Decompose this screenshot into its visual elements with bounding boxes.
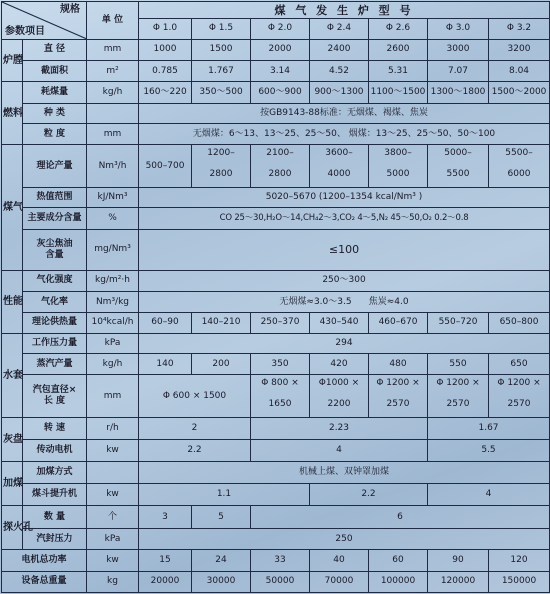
models-title: 煤 气 发 生 炉 型 号 <box>139 2 550 19</box>
row-label-line2: 含量 <box>45 249 64 260</box>
merged-cell: 2.23 <box>251 418 428 440</box>
cell: 550 <box>428 353 489 374</box>
merged-cell: 250 <box>139 528 550 549</box>
row-unit: kg/m²·h <box>87 270 139 291</box>
row-label: 工作压力量 <box>23 333 87 353</box>
cell: 7.07 <box>428 60 489 81</box>
cell: 0.785 <box>139 60 192 81</box>
model-1: Φ 1.0 <box>139 19 192 39</box>
row-label: 设备总重量 <box>2 571 87 592</box>
cell: 250–370 <box>251 313 310 333</box>
cell: 2000 <box>251 39 310 60</box>
cell-top: 5500– <box>505 148 533 159</box>
row-label: 耗煤量 <box>23 82 87 103</box>
cell <box>251 375 310 418</box>
cell-bottom: 1650 <box>268 399 292 410</box>
row-unit: mm <box>87 39 139 60</box>
row-unit: kw <box>87 484 139 506</box>
row-label: 主要成分含量 <box>23 208 87 229</box>
cell: 420 <box>310 353 369 374</box>
row-label: 截面积 <box>23 60 87 81</box>
cell: 70000 <box>310 571 369 592</box>
row-unit: kg/h <box>87 82 139 103</box>
cell: 5.31 <box>369 60 428 81</box>
cell: 1100～1500 <box>369 82 428 103</box>
row-unit: Nm³/kg <box>87 291 139 312</box>
cell-top: Φ 1200 × <box>497 378 541 389</box>
row-unit: Nm³/h <box>87 145 139 188</box>
row-label: 蒸汽产量 <box>23 353 87 374</box>
row-unit: mm <box>87 124 139 145</box>
merged-cell: 5020–5670 (1200–1354 kcal/Nm³ ) <box>139 188 550 208</box>
merged-cell: 6 <box>251 506 550 528</box>
row-label: 煤斗提升机 <box>23 484 87 506</box>
cell: 8.04 <box>489 60 550 81</box>
cell-bottom: 2570 <box>386 399 410 410</box>
cell: 140 <box>139 353 192 374</box>
cell: 900～1300 <box>310 82 369 103</box>
merged-cell: 无烟煤：6～13、13～25、25～50、 烟煤：13～25、25～50、50～100 <box>139 124 550 145</box>
category-hearth: 炉膛 <box>2 39 23 82</box>
row-label: 理论供热量 <box>23 313 87 333</box>
cell: 430–540 <box>310 313 369 333</box>
cell: 200 <box>192 353 251 374</box>
cell <box>489 145 550 188</box>
cell-bottom: 2200 <box>327 399 351 410</box>
cell-top: Φ 800 × <box>261 378 299 389</box>
row-label: 汽封压力 <box>23 528 87 549</box>
cell <box>369 375 428 418</box>
row-label: 直 径 <box>23 39 87 60</box>
row-unit: kPa <box>87 333 139 353</box>
cell-top: 5000– <box>444 148 472 159</box>
cell: 60–90 <box>139 313 192 333</box>
cell <box>310 375 369 418</box>
cell <box>489 375 550 418</box>
cell: 650–800 <box>489 313 550 333</box>
merged-cell: 2.2 <box>310 484 428 506</box>
row-label-line2: 长 度 <box>43 396 66 407</box>
merged-cell: 机械上煤、双钟罩加煤 <box>139 461 550 483</box>
category-ash: 灰盘 <box>2 418 23 462</box>
cell: 1500 <box>192 39 251 60</box>
cell: 24 <box>192 550 251 571</box>
cell: 1000 <box>139 39 192 60</box>
row-label: 转 速 <box>23 418 87 440</box>
cell: 460–670 <box>369 313 428 333</box>
row-unit <box>87 461 139 483</box>
cell: 15 <box>139 550 192 571</box>
merged-cell: 4 <box>251 440 428 461</box>
cell: 90 <box>428 550 489 571</box>
cell: 500–700 <box>139 145 192 188</box>
cell: 40 <box>310 550 369 571</box>
category-performance: 性能 <box>2 270 23 333</box>
cell-bottom: 2570 <box>507 399 531 410</box>
model-2: Φ 1.5 <box>192 19 251 39</box>
merged-cell: CO 25～30,H₂O～14,CH₄2～3,CO₂ 4～5,N₂ 45～50,O₂ 0.2～0.8 <box>139 208 550 229</box>
cell: 4.52 <box>310 60 369 81</box>
row-unit: m² <box>87 60 139 81</box>
row-unit: % <box>87 208 139 229</box>
merged-cell: 1.67 <box>428 418 550 440</box>
merged-cell: 按GB9143-88标准：无烟煤、褐煤、焦炭 <box>139 103 550 123</box>
cell: 60 <box>369 550 428 571</box>
row-label: 种 类 <box>23 103 87 123</box>
cell <box>428 145 489 188</box>
model-4: Φ 2.4 <box>310 19 369 39</box>
merged-cell: Φ 600 × 1500 <box>139 375 251 418</box>
row-unit: 10⁴kcal/h <box>87 313 139 333</box>
cell-top: 3600– <box>325 148 353 159</box>
header-diagonal-cell <box>2 2 87 40</box>
row-label: 热值范围 <box>23 188 87 208</box>
row-unit: kg <box>87 571 139 592</box>
merged-cell: 1.1 <box>139 484 310 506</box>
model-6: Φ 3.0 <box>428 19 489 39</box>
category-coal: 加煤 <box>2 461 23 506</box>
row-label-line1: 汽包直径× <box>32 385 77 396</box>
row-unit: kw <box>87 440 139 461</box>
row-unit: mm <box>87 375 139 418</box>
cell: 100000 <box>369 571 428 592</box>
merged-cell: ≤100 <box>139 229 550 270</box>
model-7: Φ 3.2 <box>489 19 550 39</box>
cell: 550–720 <box>428 313 489 333</box>
cell: 20000 <box>139 571 192 592</box>
cell-bottom: 2800 <box>268 169 292 180</box>
row-label <box>23 229 87 270</box>
row-unit: kg/h <box>87 353 139 374</box>
cell-bottom: 2800 <box>209 169 233 180</box>
cell: 3200 <box>489 39 550 60</box>
model-3: Φ 2.0 <box>251 19 310 39</box>
cell: 120 <box>489 550 550 571</box>
merged-cell: 5.5 <box>428 440 550 461</box>
cell: 120000 <box>428 571 489 592</box>
param-label: 参数项目 <box>5 25 45 37</box>
cell-bottom: 5500 <box>446 169 470 180</box>
category-gas: 煤气 <box>2 145 23 270</box>
merged-cell: 无烟煤≈3.0～3.5 焦炭≈4.0 <box>139 291 550 312</box>
cell: 30000 <box>192 571 251 592</box>
cell: 480 <box>369 353 428 374</box>
cell: 50000 <box>251 571 310 592</box>
row-unit: 个 <box>87 506 139 528</box>
cell: 3 <box>139 506 192 528</box>
cell-top: 2100– <box>266 148 294 159</box>
cell: 1300～1800 <box>428 82 489 103</box>
cell <box>251 145 310 188</box>
cell-top: 3800– <box>384 148 412 159</box>
model-5: Φ 2.6 <box>369 19 428 39</box>
cell <box>428 375 489 418</box>
cell: 350～500 <box>192 82 251 103</box>
cell: 650 <box>489 353 550 374</box>
cell-bottom: 5000 <box>386 169 410 180</box>
cell-top: Φ 1200 × <box>436 378 480 389</box>
row-unit: mg/Nm³ <box>87 229 139 270</box>
cell: 33 <box>251 550 310 571</box>
merged-cell: 294 <box>139 333 550 353</box>
row-label: 理论产量 <box>23 145 87 188</box>
category-fuel: 燃料 <box>2 82 23 145</box>
cell-bottom: 6000 <box>507 169 531 180</box>
cell <box>310 145 369 188</box>
row-unit: kw <box>87 550 139 571</box>
cell-top: Φ 1200 × <box>376 378 420 389</box>
cell: 3000 <box>428 39 489 60</box>
cell-top: 1200– <box>207 148 235 159</box>
unit-header: 单 位 <box>87 2 139 40</box>
cell-top: Φ1000 × <box>318 378 360 389</box>
cell-bottom: 2570 <box>446 399 470 410</box>
cell: 2400 <box>310 39 369 60</box>
merged-cell: 2.2 <box>139 440 251 461</box>
cell: 5 <box>192 506 251 528</box>
cell: 2600 <box>369 39 428 60</box>
row-unit <box>87 103 139 123</box>
merged-cell: 250～300 <box>139 270 550 291</box>
cell: 3.14 <box>251 60 310 81</box>
row-unit: kJ/Nm³ <box>87 188 139 208</box>
cell: 140–210 <box>192 313 251 333</box>
spec-label: 规格 <box>60 4 80 15</box>
cell: 150000 <box>489 571 550 592</box>
row-label: 数 量 <box>23 506 87 528</box>
row-label: 粒 度 <box>23 124 87 145</box>
row-label-line1: 灰尘焦油 <box>36 238 73 249</box>
gasifier-spec-table <box>1 1 550 593</box>
cell: 350 <box>251 353 310 374</box>
cell: 1.767 <box>192 60 251 81</box>
cell <box>192 145 251 188</box>
cell: 600～900 <box>251 82 310 103</box>
row-label: 加煤方式 <box>23 461 87 483</box>
row-label: 传动电机 <box>23 440 87 461</box>
cell: 1500～2000 <box>489 82 550 103</box>
category-poke: 探火孔 <box>2 506 23 550</box>
category-jacket: 水套 <box>2 333 23 417</box>
cell <box>369 145 428 188</box>
row-label: 气化率 <box>23 291 87 312</box>
cell-bottom: 4000 <box>327 169 351 180</box>
row-label <box>23 375 87 418</box>
cell: 160～220 <box>139 82 192 103</box>
row-unit: kPa <box>87 528 139 549</box>
row-label: 气化强度 <box>23 270 87 291</box>
row-unit: r/h <box>87 418 139 440</box>
row-label: 电机总功率 <box>2 550 87 571</box>
merged-cell: 2 <box>139 418 251 440</box>
merged-cell: 4 <box>428 484 550 506</box>
